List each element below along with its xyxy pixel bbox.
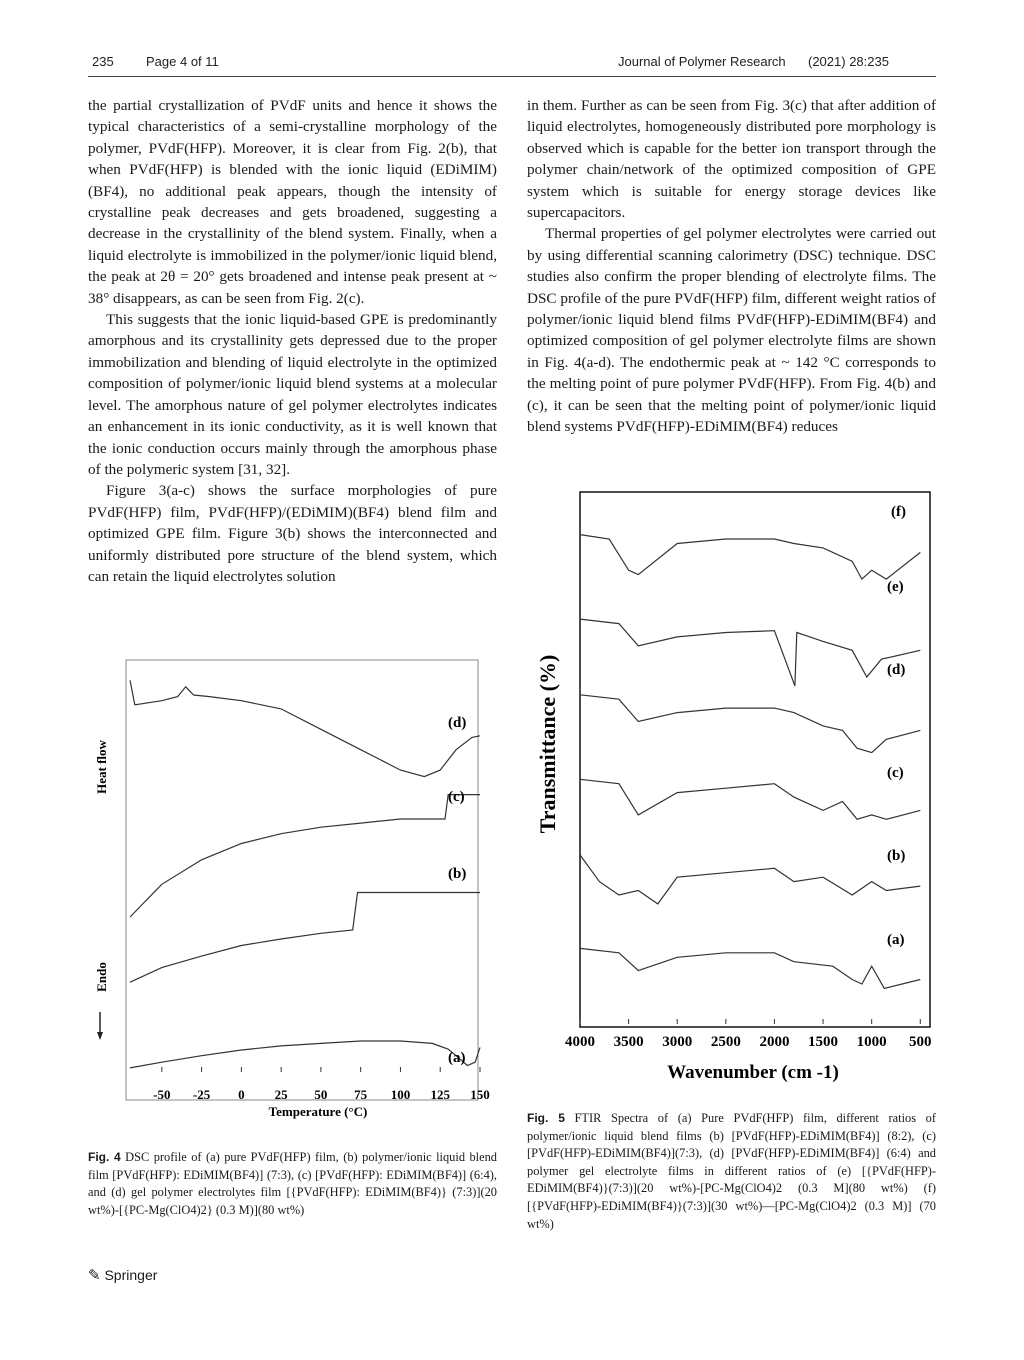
- paragraph: in them. Further as can be seen from Fig. 3(c) that after addition of liquid electrolytes, homogeneously distributed pore morphology is observed which is capable for the better ion transport through the polymer chain/network of the optimized composition of GPE system which is suitable for energy storage devices like supercapacitors.: [527, 97, 936, 222]
- x-tick-label: 0: [238, 1087, 245, 1102]
- fig5-label-d: (d): [887, 662, 906, 678]
- fig4-label-c: (c): [448, 789, 465, 805]
- x-tick-label: 3500: [613, 1034, 644, 1050]
- journal-name: Journal of Polymer Research: [618, 54, 786, 69]
- x-tick-label: 75: [354, 1087, 368, 1102]
- fig5-ticks: [565, 1019, 932, 1050]
- springer-logo-icon: ✎: [88, 1267, 101, 1284]
- fig4-endo-arrow-icon: [97, 1012, 103, 1040]
- x-tick-label: 100: [390, 1087, 411, 1102]
- series-line-a: [580, 948, 920, 988]
- x-tick-label: -25: [192, 1087, 211, 1102]
- fig5-label-f: (f): [891, 504, 906, 520]
- fig4-label-d: (d): [448, 715, 467, 731]
- x-tick-label: 50: [314, 1087, 328, 1102]
- x-tick-label: 150: [470, 1087, 490, 1102]
- series-line-d: [580, 695, 920, 753]
- fig5-label-b: (b): [887, 848, 906, 864]
- fig5-label-a: (a): [887, 932, 905, 948]
- fig5-xlabel: Wavenumber (cm -1): [667, 1062, 839, 1083]
- x-tick-label: 3000: [662, 1034, 693, 1050]
- fig5-curves: [580, 535, 920, 989]
- x-tick-label: 500: [909, 1034, 932, 1050]
- article-number: 235: [92, 54, 114, 69]
- series-line-c: [580, 779, 920, 819]
- fig4-ylabel: Heat flow: [94, 740, 109, 794]
- fig4-ticks: [153, 1067, 490, 1102]
- paragraph: Figure 3(a-c) shows the surface morphologies of pure PVdF(HFP) film, PVdF(HFP)/(EDiMIM)(BF4) blend film and optimized GPE film. Figure 3(b) shows the interconnected and uniformly distributed pore structure of the blend system, which can retain the liquid electrolytes solution: [88, 482, 497, 585]
- series-line-b: [580, 855, 920, 904]
- fig4-caption-label: Fig. 4: [88, 1150, 121, 1164]
- fig4-label-b: (b): [448, 866, 467, 882]
- paragraph: This suggests that the ionic liquid-based GPE is predominantly amorphous and its crystallinity gets depressed due to the proper immobilization and blending of liquid electrolyte in the optimized composition of polymer/ionic liquid blend systems at a molecular level. The amorphous nature of gel polymer electrolytes indicates an enhancement in its ionic conductivity, as it is well known that the ionic conduction occurs mainly through the amorphous phase of the polymeric system [31, 32].: [88, 311, 497, 478]
- fig4-curves: [130, 680, 480, 1068]
- fig4-plot-frame: [126, 660, 478, 1100]
- series-line-c: [130, 795, 480, 917]
- series-line-b: [130, 893, 480, 983]
- fig5-label-c: (c): [887, 765, 904, 781]
- page-indicator: Page 4 of 11: [146, 54, 219, 69]
- series-line-d: [130, 680, 480, 776]
- x-tick-label: -50: [153, 1087, 171, 1102]
- left-column: [88, 95, 497, 587]
- fig4-caption: [88, 1149, 497, 1219]
- right-column: [527, 95, 936, 438]
- fig4-caption-text: DSC profile of (a) pure PVdF(HFP) film, (b) polymer/ionic liquid blend film [PVdF(HFP): EDiMIM(BF4)] (7:3), (c) [PVdF(HFP): EDiMIM(BF4)] (6:4), and (d) gel polymer electrolytes film [{PVdF(HFP): EDiMIM(BF4)} (7:3)](20 wt%)-[{PC-Mg(ClO4)2} (0.3 M)](80 wt%): [88, 1150, 497, 1217]
- publisher-footer: [88, 1266, 157, 1284]
- paragraph: Thermal properties of gel polymer electrolytes were carried out by using differential scanning calorimetry (DSC) technique. DSC studies also confirm the proper blending of electrolyte films. The DSC profile of the pure PVdF(HFP) film, different weight ratios of polymer/ionic liquid blend films PVdF(HFP)-EDiMIM(BF4) and optimized composition of gel polymer electrolyte films are shown in Fig. 4(a-d). The endothermic peak at ~ 142 °C corresponds to the melting point of pure polymer PVdF(HFP). From Fig. 4(b) and (c), it can be seen that the melting point of polymer/ionic liquid blend systems PVdF(HFP)-EDiMIM(BF4) reduces: [527, 225, 936, 436]
- fig5-caption-label: Fig. 5: [527, 1111, 565, 1125]
- fig5-label-e: (e): [887, 579, 904, 595]
- fig4-label-a: (a): [448, 1050, 466, 1066]
- series-line-f: [580, 535, 920, 580]
- paragraph: the partial crystallization of PVdF units and hence it shows the typical characteristics of a semi-crystalline morphology of the polymer, PVdF(HFP). Moreover, it is clear from Fig. 2(b), that when PVdF(HFP) is blended with the ionic liquid (EDiMIM)(BF4), no additional peak appears, though the intensity of crystalline peak decreases and gets broadened, suggesting a decrease in the crystallinity of the blend system. Finally, when a liquid electrolyte is immobilized in the polymer/ionic liquid blend, the peak at 2θ = 20° gets broadened and intense peak present at ~ 38° disappears, as can be seen from Fig. 2(c).: [88, 97, 497, 307]
- fig4-curve-labels: [448, 715, 466, 1066]
- publisher-name: Springer: [104, 1267, 158, 1283]
- fig5-ftir-chart: [525, 484, 937, 1096]
- fig5-ylabel: Transmittance (%): [535, 654, 560, 834]
- header-rule: [88, 76, 936, 77]
- x-tick-label: 1000: [856, 1034, 887, 1050]
- x-tick-label: 125: [430, 1087, 450, 1102]
- x-tick-label: 25: [274, 1087, 288, 1102]
- fig5-caption: [527, 1110, 936, 1233]
- series-line-e: [580, 619, 920, 686]
- fig4-xlabel: Temperature (°C): [268, 1104, 368, 1119]
- citation: (2021) 28:235: [808, 54, 889, 69]
- x-tick-label: 2500: [710, 1034, 741, 1050]
- x-tick-label: 2000: [759, 1034, 790, 1050]
- fig4-dsc-chart: [88, 652, 498, 1127]
- fig5-caption-text: FTIR Spectra of (a) Pure PVdF(HFP) film, different ratios of polymer/ionic liquid blend films (b) [PVdF(HFP)-EDiMIM(BF4)] (8:2), (c) [PVdF(HFP)-EDiMIM(BF4)](7:3), (d) [PVdF(HFP)-EDiMIM(BF4)] (6:4) and polymer gel electrolyte films in different ratios of (e) [{PVdF(HFP)-EDiMIM(BF4)}(7:3)](20 wt%)-[PC-Mg(ClO4)2 (0.3 M](80 wt%) (f) [{PVdF(HFP)-EDiMIM(BF4)}(7:3)](30 wt%)—[PC-Mg(ClO4)2 (0.3 M)] (70 wt%): [527, 1111, 936, 1231]
- fig4-endo-label: Endo: [94, 962, 109, 992]
- series-line-a: [130, 1041, 480, 1068]
- x-tick-label: 1500: [808, 1034, 839, 1050]
- x-tick-label: 4000: [565, 1034, 595, 1050]
